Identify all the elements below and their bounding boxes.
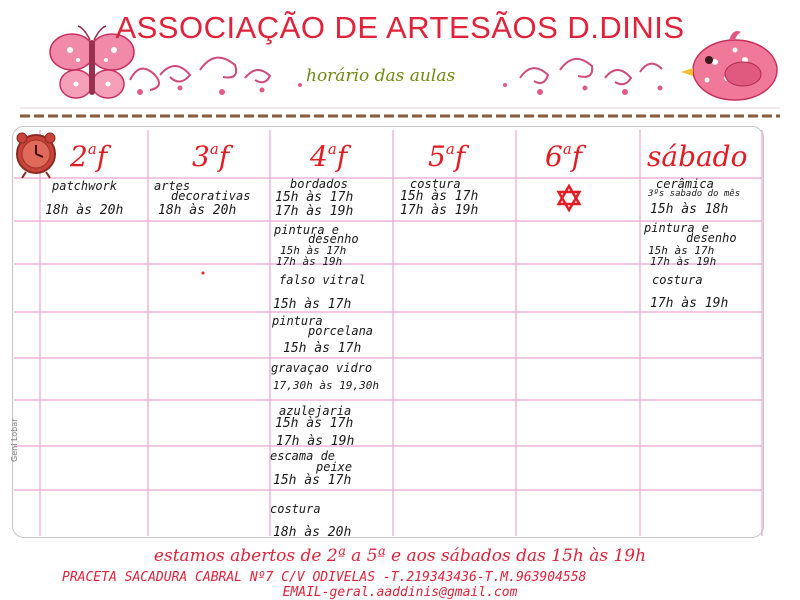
class-name: cerâmica: [656, 177, 714, 191]
page-subtitle: horário das aulas: [306, 66, 456, 86]
class-name: bordados: [290, 177, 348, 191]
class-note: 3ºs sabado do mês: [648, 189, 741, 199]
class-time: 15h às 17h: [275, 190, 354, 205]
class-time: 17h às 19h: [650, 296, 729, 311]
class-time: 15h às 17h: [280, 244, 347, 257]
class-name: patchwork: [52, 179, 118, 193]
class-time: 18h às 20h: [273, 525, 352, 540]
day-header-sat: sábado: [647, 140, 748, 173]
class-name: escama de: [270, 449, 336, 463]
day-header-mon: 2$^a$f: [70, 140, 108, 173]
class-time: 17h às 19h: [650, 255, 717, 268]
signature: Geni Lobar: [10, 418, 19, 462]
class-time: 18h às 20h: [158, 203, 237, 218]
class-name: pintura e: [644, 221, 710, 235]
class-time: 15h às 18h: [650, 202, 729, 217]
ink-mark: [202, 272, 205, 275]
class-name: pintura e: [274, 223, 340, 237]
class-name: pintura: [272, 314, 323, 328]
class-time: 17,30h às 19,30h: [273, 379, 379, 392]
class-name: desenho: [308, 232, 359, 246]
class-name: costura: [652, 273, 703, 287]
opening-hours: estamos abertos de 2ª a 5ª e aos sábados das 15h às 19h: [153, 546, 647, 566]
class-name: azulejaria: [279, 404, 352, 418]
class-time: 17h às 19h: [275, 204, 354, 219]
class-time: 15h às 17h: [400, 189, 479, 204]
day-header-wed: 4$^a$f: [310, 140, 348, 173]
class-time: 17h às 19h: [276, 255, 343, 268]
class-time: 18h às 20h: [45, 203, 124, 218]
class-name: peixe: [316, 460, 353, 474]
class-name: falso vitral: [279, 273, 366, 287]
class-time: 15h às 17h: [275, 416, 354, 431]
class-name: porcelana: [308, 324, 374, 338]
class-name: desenho: [686, 231, 737, 245]
address-line: PRACETA SACADURA CABRAL Nº7 C/V ODIVELAS -T.219343436-T.M.963904558: [62, 570, 587, 585]
clock-icon: [17, 133, 55, 178]
class-name: costura: [270, 502, 321, 516]
class-time: 17h às 19h: [276, 434, 355, 449]
class-time: 15h às 17h: [283, 341, 362, 356]
email-line: EMAIL-geral.aaddinis@gmail.com: [282, 585, 518, 600]
class-name: decorativas: [171, 189, 251, 203]
star-icon: [559, 186, 580, 210]
class-time: 17h às 19h: [400, 203, 479, 218]
class-name: gravaçao vidro: [271, 361, 373, 375]
class-time: 15h às 17h: [273, 297, 352, 312]
class-time: 15h às 17h: [273, 473, 352, 488]
class-name: artes: [154, 179, 191, 193]
day-header-fri: 6$^a$f: [545, 140, 583, 173]
class-name: costura: [410, 177, 461, 191]
page-title: ASSOCIAÇÃO DE ARTESÃOS D.DINIS: [115, 10, 685, 45]
day-header-thu: 5$^a$f: [428, 140, 466, 173]
day-header-tue: 3$^a$f: [192, 140, 230, 173]
class-time: 15h às 17h: [648, 244, 715, 257]
